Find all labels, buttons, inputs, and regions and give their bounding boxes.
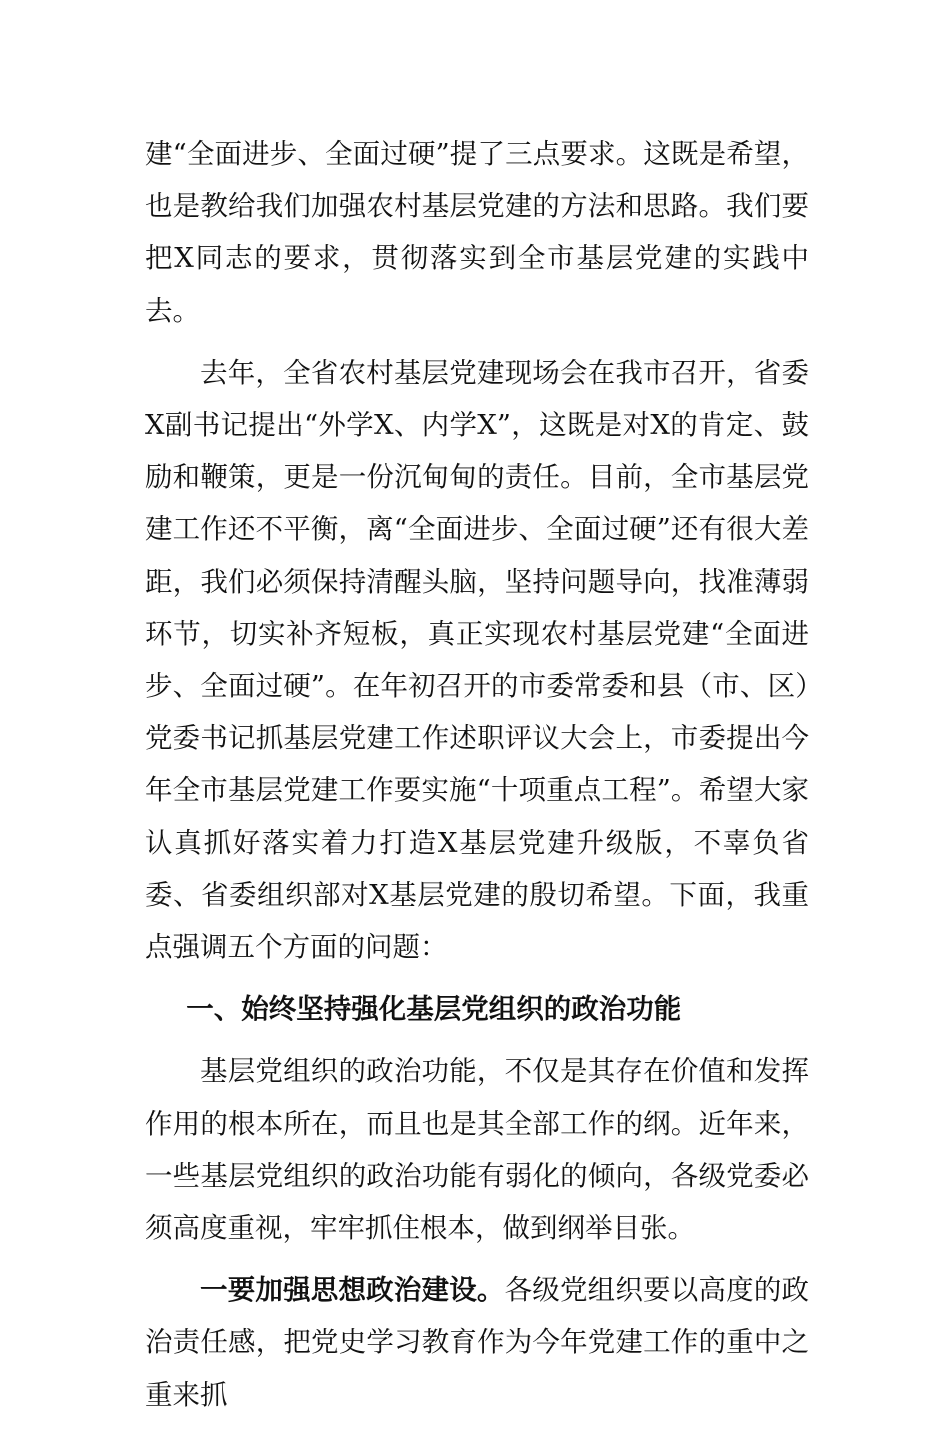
paragraph-body: 各级党组织要以高度的政治责任感，把党史学习教育作为今年党建工作的重中之重来抓 (145, 1274, 810, 1411)
section-heading-1: 一、始终坚持强化基层党组织的政治功能 (186, 993, 682, 1026)
paragraph-political-function: 基层党组织的政治功能，不仅是其存在价值和发挥作用的根本所在，而且也是其全部工作的纲。近年来，一些基层党组织的政治功能有弱化的倾向，各级党委必须高度重视，牢牢抓住根本，做到纲举目张。 (145, 1055, 809, 1245)
paragraph-last-year: 去年，全省农村基层党建现场会在我市召开，省委X副书记提出“外学X、内学X”，这既是对X的肯定、鼓励和鞭策，更是一份沉甸甸的责任。目前，全市基层党建工作还不平衡，离“全面进步、全面过硬”还有很大差距，我们必须保持清醒头脑，坚持问题导向，找准薄弱环节，切实补齐短板，真正实现农村基层党建“全面进步、全面过硬”。在年初召开的市委常委和县（市、区）党委书记抓基层党建工作述职评议大会上，市委提出今年全市基层党建工作要实施“十项重点工程”。希望大家认真抓好落实着力打造X基层党建升级版，不辜负省委、省委组织部对X基层党建的殷切希望。下面，我重点强调五个方面的问题： (145, 356, 809, 964)
paragraph-continued: 建“全面进步、全面过硬”提了三点要求。这既是希望，也是教给我们加强农村基层党建的方法和思路。我们要把X同志的要求，贯彻落实到全市基层党建的实践中去。 (145, 138, 809, 327)
paragraph-lead-phrase: 一要加强思想政治建设。 (200, 1274, 505, 1307)
document-page (145, 128, 809, 1431)
paragraph-ideological-building (145, 1264, 809, 1421)
